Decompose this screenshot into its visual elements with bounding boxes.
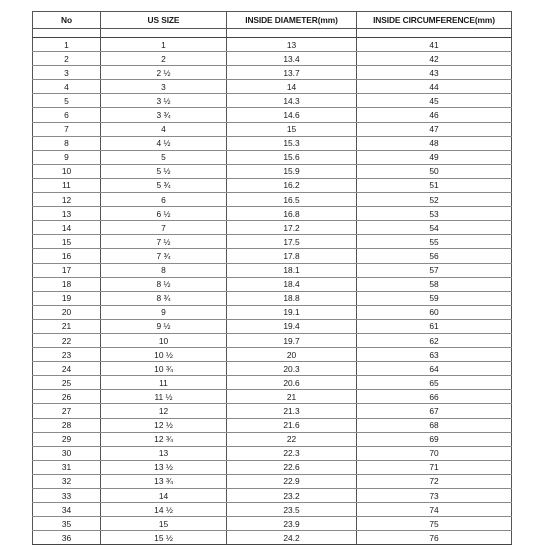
cell-no: 29 — [33, 432, 101, 446]
cell-no: 26 — [33, 390, 101, 404]
cell-us-size: 8 ½ — [101, 277, 227, 291]
cell-us-size: 12 ¾ — [101, 432, 227, 446]
cell-inside-circumference: 73 — [357, 489, 512, 503]
cell-no: 2 — [33, 52, 101, 66]
cell-inside-circumference: 65 — [357, 376, 512, 390]
cell-inside-circumference: 45 — [357, 94, 512, 108]
table-row — [33, 348, 512, 362]
cell-no: 1 — [33, 38, 101, 52]
cell-us-size: 3 — [101, 80, 227, 94]
table-row — [33, 80, 512, 94]
cell-us-size: 1 — [101, 38, 227, 52]
cell-inside-circumference: 59 — [357, 291, 512, 305]
cell-inside-circumference: 47 — [357, 122, 512, 136]
cell-inside-circumference: 56 — [357, 249, 512, 263]
table-row — [33, 263, 512, 277]
cell-inside-diameter: 17.2 — [227, 221, 357, 235]
cell-inside-circumference: 46 — [357, 108, 512, 122]
cell-no: 20 — [33, 305, 101, 319]
cell-no: 15 — [33, 235, 101, 249]
cell-inside-circumference: 74 — [357, 503, 512, 517]
cell-us-size: 8 — [101, 263, 227, 277]
cell-inside-circumference: 72 — [357, 474, 512, 488]
cell-us-size: 7 — [101, 221, 227, 235]
cell-no: 17 — [33, 263, 101, 277]
cell-us-size: 14 ½ — [101, 503, 227, 517]
table-body — [33, 29, 512, 545]
table-row — [33, 249, 512, 263]
cell-no: 7 — [33, 122, 101, 136]
table-row — [33, 460, 512, 474]
table-row — [33, 38, 512, 52]
table-row — [33, 503, 512, 517]
cell-inside-circumference: 70 — [357, 446, 512, 460]
cell-inside-circumference: 52 — [357, 193, 512, 207]
cell-inside-diameter: 15 — [227, 122, 357, 136]
table-row — [33, 221, 512, 235]
cell-inside-circumference: 61 — [357, 319, 512, 333]
cell-inside-circumference: 63 — [357, 348, 512, 362]
spacer-cell — [33, 29, 101, 38]
cell-no: 5 — [33, 94, 101, 108]
cell-us-size: 10 ½ — [101, 348, 227, 362]
cell-inside-diameter: 19.1 — [227, 305, 357, 319]
cell-us-size: 10 ¾ — [101, 362, 227, 376]
cell-inside-circumference: 44 — [357, 80, 512, 94]
cell-inside-diameter: 21.3 — [227, 404, 357, 418]
header-row — [33, 12, 512, 29]
cell-no: 4 — [33, 80, 101, 94]
cell-inside-diameter: 13 — [227, 38, 357, 52]
table-row — [33, 517, 512, 531]
cell-inside-diameter: 18.8 — [227, 291, 357, 305]
cell-no: 18 — [33, 277, 101, 291]
header-inside-diameter: INSIDE DIAMETER(mm) — [227, 12, 357, 29]
cell-us-size: 12 ½ — [101, 418, 227, 432]
cell-no: 31 — [33, 460, 101, 474]
cell-inside-circumference: 67 — [357, 404, 512, 418]
cell-inside-circumference: 64 — [357, 362, 512, 376]
table-row — [33, 376, 512, 390]
table-row — [33, 207, 512, 221]
cell-no: 36 — [33, 531, 101, 545]
cell-inside-circumference: 71 — [357, 460, 512, 474]
cell-us-size: 5 ½ — [101, 164, 227, 178]
table-row — [33, 319, 512, 333]
cell-us-size: 13 — [101, 446, 227, 460]
spacer-cell — [101, 29, 227, 38]
cell-no: 6 — [33, 108, 101, 122]
table-row — [33, 136, 512, 150]
cell-inside-diameter: 15.6 — [227, 150, 357, 164]
cell-no: 21 — [33, 319, 101, 333]
cell-inside-diameter: 19.4 — [227, 319, 357, 333]
cell-us-size: 13 ½ — [101, 460, 227, 474]
table-row — [33, 404, 512, 418]
cell-us-size: 9 — [101, 305, 227, 319]
cell-us-size: 3 ½ — [101, 94, 227, 108]
table-row — [33, 432, 512, 446]
cell-inside-circumference: 62 — [357, 333, 512, 347]
cell-no: 12 — [33, 193, 101, 207]
table-row — [33, 164, 512, 178]
cell-inside-circumference: 69 — [357, 432, 512, 446]
cell-no: 13 — [33, 207, 101, 221]
table-row — [33, 291, 512, 305]
cell-inside-diameter: 20 — [227, 348, 357, 362]
table-row — [33, 474, 512, 488]
cell-no: 25 — [33, 376, 101, 390]
cell-inside-diameter: 20.6 — [227, 376, 357, 390]
cell-us-size: 6 — [101, 193, 227, 207]
spacer-cell — [227, 29, 357, 38]
table-row — [33, 333, 512, 347]
cell-inside-diameter: 17.5 — [227, 235, 357, 249]
cell-inside-circumference: 48 — [357, 136, 512, 150]
cell-inside-circumference: 49 — [357, 150, 512, 164]
spacer-row — [33, 29, 512, 38]
cell-us-size: 15 — [101, 517, 227, 531]
cell-no: 8 — [33, 136, 101, 150]
cell-inside-diameter: 20.3 — [227, 362, 357, 376]
table-row — [33, 418, 512, 432]
cell-inside-circumference: 66 — [357, 390, 512, 404]
cell-inside-circumference: 54 — [357, 221, 512, 235]
cell-inside-circumference: 41 — [357, 38, 512, 52]
cell-inside-diameter: 19.7 — [227, 333, 357, 347]
cell-inside-diameter: 23.9 — [227, 517, 357, 531]
cell-us-size: 7 ½ — [101, 235, 227, 249]
cell-inside-diameter: 16.5 — [227, 193, 357, 207]
cell-inside-diameter: 22.6 — [227, 460, 357, 474]
table-row — [33, 94, 512, 108]
cell-us-size: 15 ½ — [101, 531, 227, 545]
cell-us-size: 5 — [101, 150, 227, 164]
cell-inside-diameter: 23.2 — [227, 489, 357, 503]
cell-inside-circumference: 57 — [357, 263, 512, 277]
cell-us-size: 2 — [101, 52, 227, 66]
spacer-cell — [357, 29, 512, 38]
cell-inside-diameter: 22.9 — [227, 474, 357, 488]
table-row — [33, 390, 512, 404]
cell-us-size: 11 — [101, 376, 227, 390]
cell-no: 24 — [33, 362, 101, 376]
cell-no: 27 — [33, 404, 101, 418]
cell-inside-diameter: 21.6 — [227, 418, 357, 432]
cell-us-size: 8 ¾ — [101, 291, 227, 305]
cell-inside-diameter: 14 — [227, 80, 357, 94]
cell-no: 23 — [33, 348, 101, 362]
cell-inside-diameter: 15.9 — [227, 164, 357, 178]
ring-size-table — [32, 11, 512, 545]
table-row — [33, 489, 512, 503]
table-row — [33, 122, 512, 136]
cell-us-size: 5 ¾ — [101, 178, 227, 192]
cell-inside-circumference: 75 — [357, 517, 512, 531]
table-row — [33, 150, 512, 164]
cell-no: 3 — [33, 66, 101, 80]
cell-no: 30 — [33, 446, 101, 460]
cell-inside-diameter: 14.6 — [227, 108, 357, 122]
cell-inside-diameter: 16.2 — [227, 178, 357, 192]
cell-us-size: 4 — [101, 122, 227, 136]
cell-inside-diameter: 16.8 — [227, 207, 357, 221]
table-row — [33, 178, 512, 192]
cell-inside-circumference: 68 — [357, 418, 512, 432]
cell-inside-circumference: 76 — [357, 531, 512, 545]
cell-us-size: 3 ¾ — [101, 108, 227, 122]
ring-size-chart — [32, 11, 511, 545]
cell-inside-diameter: 13.7 — [227, 66, 357, 80]
cell-inside-circumference: 51 — [357, 178, 512, 192]
cell-inside-diameter: 21 — [227, 390, 357, 404]
cell-no: 22 — [33, 333, 101, 347]
cell-inside-diameter: 22.3 — [227, 446, 357, 460]
cell-inside-circumference: 60 — [357, 305, 512, 319]
cell-us-size: 12 — [101, 404, 227, 418]
cell-inside-diameter: 18.4 — [227, 277, 357, 291]
cell-no: 16 — [33, 249, 101, 263]
cell-inside-circumference: 50 — [357, 164, 512, 178]
cell-us-size: 11 ½ — [101, 390, 227, 404]
cell-inside-diameter: 23.5 — [227, 503, 357, 517]
cell-inside-circumference: 55 — [357, 235, 512, 249]
cell-inside-diameter: 14.3 — [227, 94, 357, 108]
cell-us-size: 13 ¾ — [101, 474, 227, 488]
cell-us-size: 2 ½ — [101, 66, 227, 80]
cell-inside-diameter: 15.3 — [227, 136, 357, 150]
table-row — [33, 362, 512, 376]
cell-no: 35 — [33, 517, 101, 531]
table-row — [33, 277, 512, 291]
table-row — [33, 108, 512, 122]
cell-no: 9 — [33, 150, 101, 164]
cell-no: 33 — [33, 489, 101, 503]
cell-inside-circumference: 43 — [357, 66, 512, 80]
cell-inside-diameter: 22 — [227, 432, 357, 446]
cell-no: 10 — [33, 164, 101, 178]
table-row — [33, 235, 512, 249]
cell-inside-circumference: 42 — [357, 52, 512, 66]
cell-inside-diameter: 24.2 — [227, 531, 357, 545]
header-inside-circumference: INSIDE CIRCUMFERENCE(mm) — [357, 12, 512, 29]
cell-us-size: 4 ½ — [101, 136, 227, 150]
cell-us-size: 9 ½ — [101, 319, 227, 333]
cell-no: 32 — [33, 474, 101, 488]
cell-no: 11 — [33, 178, 101, 192]
cell-no: 34 — [33, 503, 101, 517]
table-row — [33, 305, 512, 319]
cell-inside-circumference: 53 — [357, 207, 512, 221]
cell-us-size: 10 — [101, 333, 227, 347]
cell-no: 28 — [33, 418, 101, 432]
cell-us-size: 6 ½ — [101, 207, 227, 221]
cell-no: 14 — [33, 221, 101, 235]
header-no: No — [33, 12, 101, 29]
cell-us-size: 7 ¾ — [101, 249, 227, 263]
cell-us-size: 14 — [101, 489, 227, 503]
cell-inside-diameter: 13.4 — [227, 52, 357, 66]
table-row — [33, 193, 512, 207]
table-row — [33, 66, 512, 80]
header-us-size: US SIZE — [101, 12, 227, 29]
table-row — [33, 446, 512, 460]
cell-inside-circumference: 58 — [357, 277, 512, 291]
cell-no: 19 — [33, 291, 101, 305]
cell-inside-diameter: 18.1 — [227, 263, 357, 277]
table-row — [33, 531, 512, 545]
table-row — [33, 52, 512, 66]
cell-inside-diameter: 17.8 — [227, 249, 357, 263]
